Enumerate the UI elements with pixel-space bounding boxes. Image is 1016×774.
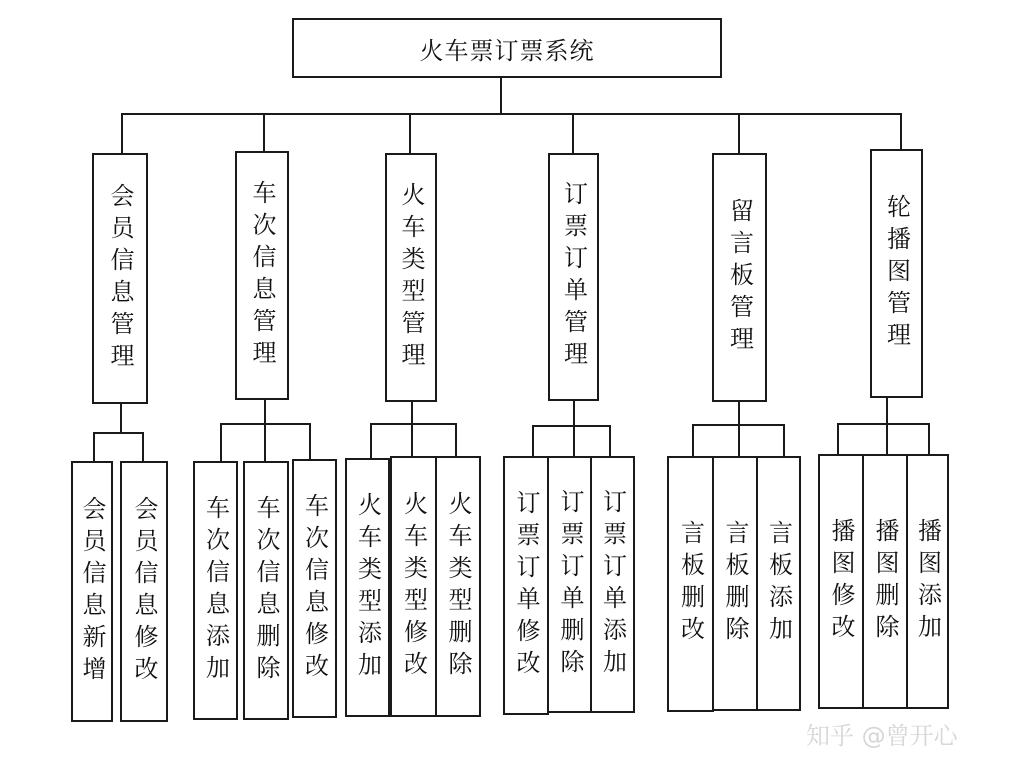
module-label: 车次信息管理: [248, 179, 276, 372]
leaf-label: 播图添加: [913, 517, 942, 646]
leaf-drop: [738, 424, 740, 456]
leaf-drop: [573, 425, 575, 456]
leaf-label: 车次信息删除: [252, 494, 280, 687]
leaf-drop: [532, 425, 534, 456]
leaf-label: 言板删改: [676, 520, 705, 648]
leaf-drop: [928, 423, 930, 454]
root-label: 火车票订票系统: [419, 36, 595, 65]
leaf-drop: [783, 424, 785, 456]
leaf-message-board-add: [756, 456, 801, 711]
root-trunk-line: [500, 78, 502, 114]
module-label: 留言板管理: [725, 197, 754, 358]
leaf-train-number-edit: [292, 459, 337, 718]
root-node: [292, 18, 722, 78]
module-label: 轮播图管理: [882, 193, 911, 354]
drop-line-carousel: [900, 113, 902, 149]
module-label: 火车类型管理: [397, 181, 425, 374]
leaf-member-add: [71, 461, 113, 722]
watermark-text: 知乎 @曾开心: [806, 722, 958, 750]
leaf-label: 会员信息新增: [78, 495, 106, 688]
module-label: 订票订单管理: [559, 181, 588, 373]
leaf-label: 火车类型删除: [444, 490, 472, 683]
leaf-label: 车次信息修改: [300, 492, 329, 685]
leaf-drop: [93, 432, 95, 461]
leaf-message-board-edit: [667, 456, 714, 712]
leaf-carousel-delete: [862, 454, 908, 709]
leaf-train-number-add: [193, 461, 238, 720]
leaf-member-edit: [120, 461, 168, 722]
leaf-label: 播图修改: [827, 517, 855, 646]
module-ticket-order-bus: [532, 425, 611, 427]
leaf-drop: [886, 423, 888, 454]
leaf-label: 车次信息添加: [201, 494, 230, 687]
leaf-drop: [455, 423, 457, 458]
leaf-drop: [220, 423, 222, 461]
leaf-label: 会员信息修改: [130, 495, 158, 688]
module-member-stem: [120, 404, 122, 433]
leaf-train-type-delete: [435, 456, 481, 717]
leaf-drop: [411, 423, 413, 458]
leaf-label: 订票订单修改: [512, 489, 540, 682]
module-message-board-management: [712, 153, 767, 402]
leaf-drop: [609, 425, 611, 456]
module-carousel-stem: [886, 398, 888, 424]
module-train-type-stem: [411, 402, 413, 424]
module-ticket-order-stem: [573, 401, 575, 426]
drop-line-train-number: [263, 113, 265, 151]
drop-line-member: [121, 113, 123, 153]
leaf-label: 订票订单添加: [598, 488, 627, 681]
leaf-drop: [264, 423, 266, 461]
module-carousel-management: [870, 149, 923, 398]
leaf-drop: [309, 423, 311, 461]
leaf-carousel-edit: [818, 454, 864, 709]
leaf-label: 火车类型添加: [353, 491, 382, 684]
leaf-drop: [692, 424, 694, 456]
module-message-board-stem: [738, 402, 740, 425]
leaf-drop: [142, 432, 144, 461]
leaf-ticket-order-edit: [503, 456, 549, 715]
module-train-number-stem: [264, 400, 266, 424]
module-member-management: [92, 153, 148, 404]
leaf-message-board-delete: [712, 456, 758, 711]
leaf-label: 火车类型修改: [399, 490, 428, 683]
module-train-type-management: [385, 153, 437, 402]
drop-line-ticket-order: [572, 113, 574, 153]
leaf-drop: [370, 423, 372, 458]
leaf-ticket-order-delete: [547, 456, 593, 713]
leaf-label: 言板删除: [721, 519, 749, 648]
leaf-label: 言板添加: [764, 519, 793, 648]
level1-bus-line: [121, 113, 902, 115]
leaf-train-type-add: [345, 458, 390, 717]
drop-line-message-board: [738, 113, 740, 153]
module-train-type-bus: [370, 423, 457, 425]
leaf-drop: [837, 423, 839, 454]
module-ticket-order-management: [548, 153, 599, 401]
module-member-bus: [93, 432, 144, 434]
module-label: 会员信息管理: [106, 182, 134, 375]
leaf-label: 播图删除: [871, 517, 899, 646]
module-carousel-bus: [837, 423, 930, 425]
leaf-label: 订票订单删除: [556, 488, 584, 681]
drop-line-train-type: [409, 113, 411, 153]
leaf-train-type-edit: [390, 456, 437, 717]
leaf-carousel-add: [906, 454, 949, 709]
leaf-train-number-delete: [243, 461, 289, 720]
module-train-number-management: [235, 151, 289, 400]
leaf-ticket-order-add: [590, 456, 635, 713]
